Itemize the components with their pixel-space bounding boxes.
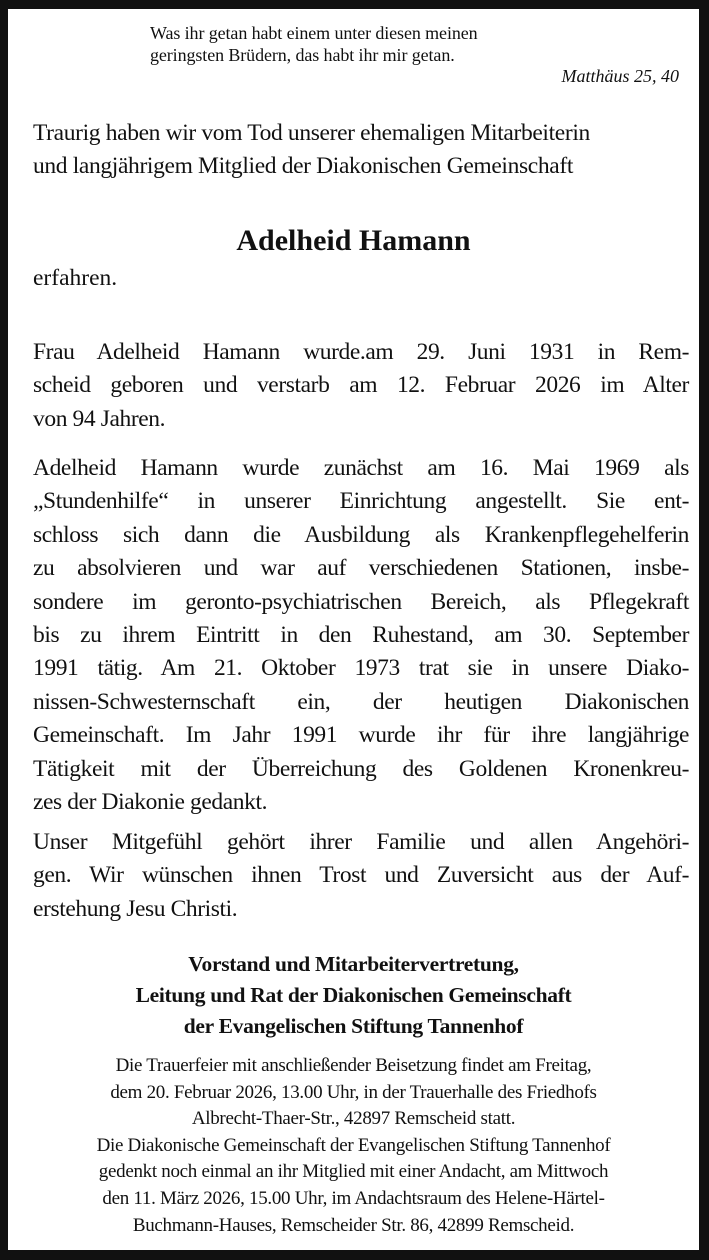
paragraph-line: bis zu ihrem Eintritt in den Ruhestand, am 30. September [33,621,689,648]
paragraph-line: schloss sich dann die Ausbildung als Krankenpflegehelferin [33,521,689,548]
paragraph-line: Tätigkeit mit der Überreichung des Goldenen Kronenkreu- [33,755,689,782]
notice-line: Buchmann-Hauses, Remscheider Str. 86, 42899 Remscheid. [132,1214,575,1236]
signature-line: Leitung und Rat der Diakonischen Gemeinschaft [135,983,572,1007]
intro-line: Traurig haben wir vom Tod unserer ehemaligen Mitarbeiterin [33,120,590,146]
funeral-notice [8,1053,699,1239]
paragraph-line: zu absolvieren und war auf verschiedenen Stationen, insbe- [33,555,689,582]
paragraph-line: Frau Adelheid Hamann wurde.am 29. Juni 1931 in Rem- [33,339,689,365]
paragraph-line: Gemeinschaft. Im Jahr 1991 wurde ihr für ihre langjährige [33,722,689,749]
paragraph-line: von 94 Jahren. [33,405,166,432]
bible-verse-line: Was ihr getan habt einem unter diesen meinen [150,23,478,43]
intro-line: und langjährigem Mitglied der Diakonischen Gemeinschaft [33,153,574,179]
notice-line: den 11. März 2026, 15.00 Uhr, im Andachtsraum des Helene-Härtel- [102,1187,605,1209]
signature-block [8,949,699,1042]
paragraph-line: erstehung Jesu Christi. [33,895,238,922]
bible-verse-line: geringsten Brüdern, das habt ihr mir getan. [150,45,455,65]
biography-paragraph-1 [33,336,689,436]
notice-line: Die Trauerfeier mit anschließender Beisetzung findet am Freitag, [115,1055,592,1076]
paragraph-line: nissen-Schwesternschaft ein, der heutigen Diakonischen [33,688,689,715]
notice-line: dem 20. Februar 2026, 13.00 Uhr, in der Trauerhalle des Friedhofs [110,1081,597,1103]
paragraph-line: „Stundenhilfe“ in unserer Einrichtung angestellt. Sie ent- [33,488,689,515]
biography-paragraph-2 [33,452,689,819]
signature-line: Vorstand und Mitarbeitervertretung, [188,952,519,976]
paragraph-line: gen. Wir wünschen ihnen Trost und Zuversicht aus der Auf- [33,862,689,889]
paragraph-line: Adelheid Hamann wurde zunächst am 16. Mai 1969 als [33,455,689,481]
intro-end: erfahren. [33,265,118,291]
deceased-name: Adelheid Hamann [236,224,471,257]
paragraph-line: Unser Mitgefühl gehört ihrer Familie und allen Angehöri- [33,829,689,855]
notice-line: gedenkt noch einmal an ihr Mitglied mit einer Andacht, am Mittwoch [98,1161,609,1183]
bible-verse [150,22,690,66]
paragraph-line: zes der Diakonie gedankt. [33,788,268,815]
condolence-paragraph [33,826,689,926]
intro-text [33,117,693,183]
paragraph-line: 1991 tätig. Am 21. Oktober 1973 trat sie in unsere Diako- [33,655,689,682]
signature-line: der Evangelischen Stiftung Tannenhof [183,1014,524,1038]
notice-line: Albrecht-Thaer-Str., 42897 Remscheid statt. [191,1108,516,1130]
bible-verse-reference: Matthäus 25, 40 [561,66,679,86]
paragraph-line: sondere im geronto-psychiatrischen Bereich, als Pflegekraft [33,588,689,615]
notice-line: Die Diakonische Gemeinschaft der Evangelischen Stiftung Tannenhof [96,1134,611,1156]
paragraph-line: scheid geboren und verstarb am 12. Februar 2026 im Alter [33,372,689,399]
